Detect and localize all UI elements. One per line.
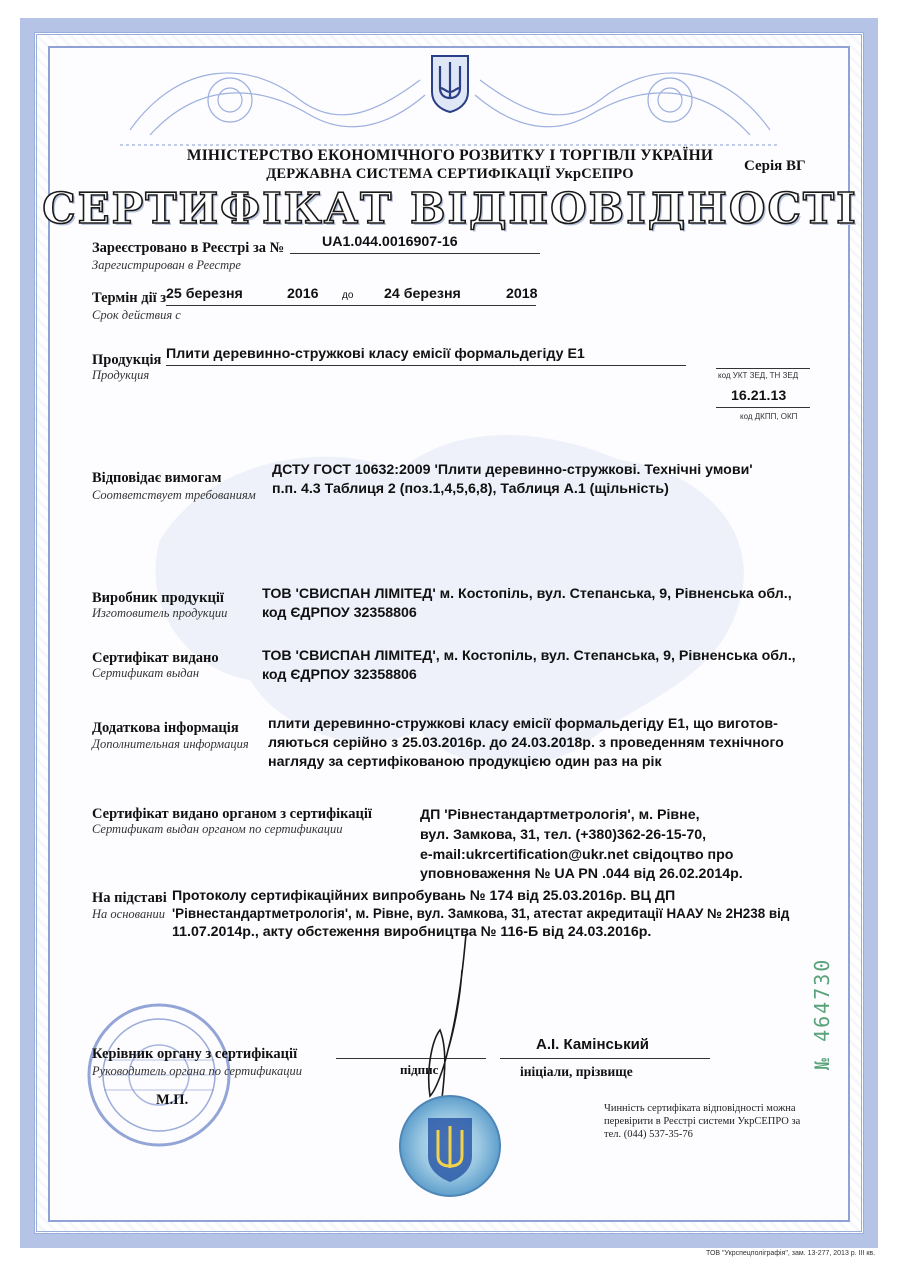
certification-body-line-4: уповноваження № UA PN .044 від 26.02.2014р.	[420, 866, 743, 882]
validity-from-day: 25 березня	[166, 286, 243, 302]
name-line	[500, 1058, 710, 1059]
validity-to-year: 2018	[506, 286, 538, 302]
basis-line-3: 11.07.2014р., акту обстеження виробництва № 116-Б від 24.03.2016р.	[172, 924, 652, 940]
issued-to-line-1: ТОВ 'СВИСПАН ЛІМІТЕД', м. Костопіль, вул. Степанська, 9, Рівненська обл.,	[262, 648, 796, 664]
trident-emblem-icon	[428, 52, 472, 114]
product-underline	[166, 365, 686, 366]
head-label-ru: Руководитель органа по сертификации	[92, 1064, 303, 1078]
registry-label: Зареєстровано в Реєстрі за №	[92, 240, 285, 256]
certificate-series: Серія ВГ	[744, 158, 806, 174]
head-name: А.І. Камінський	[536, 1036, 650, 1053]
validity-underline	[166, 305, 536, 306]
additional-label: Додаткова інформація	[92, 720, 239, 736]
trident-hologram-icon	[398, 1094, 502, 1198]
basis-label-ru: На основании	[92, 907, 165, 921]
code-bottom-line	[716, 407, 810, 408]
requirements-label-ru: Соответствует требованиям	[92, 488, 256, 502]
manufacturer-label-ru: Изготовитель продукции	[92, 606, 228, 620]
product-value: Плити деревинно-стружкові класу емісії формальдегіду Е1	[166, 346, 585, 362]
code-top-line	[716, 368, 810, 369]
basis-line-1: Протоколу сертифікаційних випробувань № 174 від 25.03.2016р. ВЦ ДП	[172, 888, 676, 904]
product-code: 16.21.13	[731, 388, 787, 404]
signature-caption: підпис	[400, 1062, 439, 1077]
certification-body-line-2: вул. Замкова, 31, тел. (+380)362-26-15-70,	[420, 827, 707, 843]
issued-to-label-ru: Сертификат выдан	[92, 666, 200, 680]
manufacturer-line-2: код ЄДРПОУ 32358806	[262, 605, 417, 621]
code-label-top: код УКТ ЗЕД, ТН ЗЕД	[718, 371, 799, 380]
validity-label-ru: Срок действия с	[92, 308, 181, 322]
certification-body-line-3: e-mail:ukrcertification@ukr.net свідоцтво про	[420, 847, 734, 863]
additional-line-2: ляються серійно з 25.03.2016р. до 24.03.2018р. з проведенням технічного	[268, 735, 784, 751]
validity-label: Термін дії з	[92, 290, 167, 306]
requirements-line-2: п.п. 4.3 Таблиця 2 (поз.1,4,5,6,8), Таблиця А.1 (щільність)	[272, 481, 669, 497]
validity-from-year: 2016	[287, 286, 319, 302]
manufacturer-line-1: ТОВ 'СВИСПАН ЛІМІТЕД' м. Костопіль, вул. Степанська, 9, Рівненська обл.,	[262, 586, 792, 602]
additional-label-ru: Дополнительная информация	[92, 737, 249, 751]
requirements-label: Відповідає вимогам	[92, 470, 222, 486]
handwritten-signature	[396, 930, 506, 1100]
product-label-ru: Продукция	[92, 368, 150, 382]
certification-body-label: Сертифікат видано органом з сертифікації	[92, 806, 372, 822]
printer-imprint: ТОВ "Укрспецполіграфія", зам. 13-277, 2013 р. III кв.	[706, 1250, 876, 1257]
registry-underline	[290, 253, 540, 254]
seal-label: М.П.	[156, 1092, 189, 1108]
validity-to-day: 24 березня	[384, 286, 461, 302]
serial-number: № 464730	[810, 957, 834, 1070]
additional-line-3: нагляду за сертифікованою продукцією один раз на рік	[268, 754, 662, 770]
requirements-line-1: ДСТУ ГОСТ 10632:2009 'Плити деревинно-стружкові. Технічні умови'	[272, 462, 753, 478]
head-label: Керівник органу з сертифікації	[92, 1046, 298, 1062]
certification-body-label-ru: Сертификат выдан органом по сертификации	[92, 822, 343, 836]
registry-number: UA1.044.0016907-16	[322, 234, 458, 250]
additional-line-1: плити деревинно-стружкові класу емісії формальдегіду Е1, що виготов-	[268, 716, 778, 732]
certificate-title: СЕРТИФІКАТ ВІДПОВІДНОСТІ	[42, 184, 858, 233]
ministry-name: МІНІСТЕРСТВО ЕКОНОМІЧНОГО РОЗВИТКУ І ТОРГІВЛІ УКРАЇНИ	[186, 147, 714, 164]
basis-label: На підставі	[92, 890, 167, 906]
name-caption: ініціали, прізвище	[520, 1064, 633, 1079]
basis-line-2: 'Рівнестандартметрологія', м. Рівне, вул. Замкова, 31, атестат акредитації НААУ № 2Н238 від	[172, 906, 790, 921]
product-label: Продукція	[92, 352, 162, 368]
certification-system-name: ДЕРЖАВНА СИСТЕМА СЕРТИФІКАЦІЇ УкрСЕПРО	[266, 166, 634, 182]
issued-to-line-2: код ЄДРПОУ 32358806	[262, 667, 417, 683]
code-label-bottom: код ДКПП, ОКП	[740, 412, 798, 421]
manufacturer-label: Виробник продукції	[92, 590, 224, 606]
validity-check-note: Чинність сертифіката відповідності можна перевірити в Реєстрі системи УкрСЕПРО за тел. (044) 537-35-76	[604, 1103, 801, 1140]
registry-label-ru: Зарегистрирован в Реестре	[92, 258, 241, 272]
certification-body-line-1: ДП 'Рівнестандартметрологія', м. Рівне,	[420, 807, 700, 823]
validity-to-word: до	[342, 290, 354, 301]
issued-to-label: Сертифікат видано	[92, 650, 219, 666]
